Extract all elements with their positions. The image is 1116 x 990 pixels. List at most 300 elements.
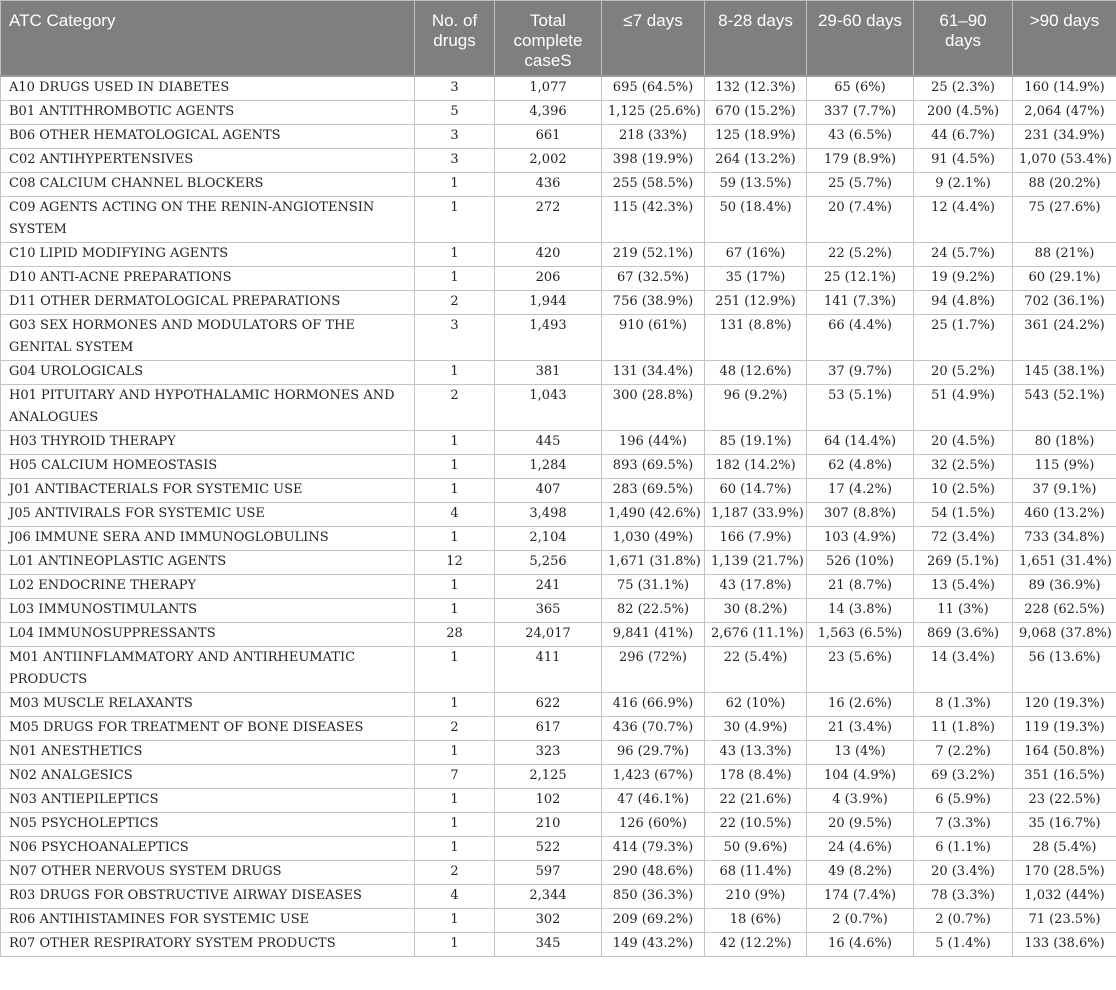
cell-total-cases: 272 (495, 196, 602, 242)
cell-61-90-days: 72 (3.4%) (914, 526, 1013, 550)
table-row (1, 812, 1116, 836)
cell-no-of-drugs: 1 (415, 908, 495, 932)
cell-29-60-days: 21 (8.7%) (807, 574, 914, 598)
table-row (1, 646, 1116, 692)
table-row (1, 860, 1116, 884)
cell-atc-category: L03 IMMUNOSTIMULANTS (1, 598, 415, 622)
cell-61-90-days: 8 (1.3%) (914, 692, 1013, 716)
cell-29-60-days: 49 (8.2%) (807, 860, 914, 884)
table-row (1, 764, 1116, 788)
cell-29-60-days: 141 (7.3%) (807, 290, 914, 314)
cell-no-of-drugs: 4 (415, 502, 495, 526)
cell-8-28-days: 22 (5.4%) (705, 646, 807, 692)
cell-61-90-days: 20 (4.5%) (914, 430, 1013, 454)
cell-no-of-drugs: 1 (415, 454, 495, 478)
cell-le7-days: 196 (44%) (602, 430, 705, 454)
cell-61-90-days: 9 (2.1%) (914, 172, 1013, 196)
cell-atc-category: H05 CALCIUM HOMEOSTASIS (1, 454, 415, 478)
cell-8-28-days: 42 (12.2%) (705, 932, 807, 956)
cell-total-cases: 1,284 (495, 454, 602, 478)
cell-gt90-days: 1,070 (53.4%) (1013, 148, 1116, 172)
cell-gt90-days: 1,032 (44%) (1013, 884, 1116, 908)
cell-atc-category: H01 PITUITARY AND HYPOTHALAMIC HORMONES AND ANALOGUES (1, 384, 415, 430)
table-row (1, 478, 1116, 502)
cell-gt90-days: 120 (19.3%) (1013, 692, 1116, 716)
cell-no-of-drugs: 4 (415, 884, 495, 908)
cell-gt90-days: 160 (14.9%) (1013, 76, 1116, 100)
table-row (1, 124, 1116, 148)
cell-no-of-drugs: 1 (415, 526, 495, 550)
cell-8-28-days: 50 (18.4%) (705, 196, 807, 242)
cell-8-28-days: 62 (10%) (705, 692, 807, 716)
cell-gt90-days: 88 (21%) (1013, 242, 1116, 266)
cell-61-90-days: 25 (2.3%) (914, 76, 1013, 100)
cell-total-cases: 420 (495, 242, 602, 266)
cell-no-of-drugs: 5 (415, 100, 495, 124)
cell-le7-days: 436 (70.7%) (602, 716, 705, 740)
cell-gt90-days: 170 (28.5%) (1013, 860, 1116, 884)
cell-no-of-drugs: 1 (415, 598, 495, 622)
cell-atc-category: H03 THYROID THERAPY (1, 430, 415, 454)
cell-le7-days: 115 (42.3%) (602, 196, 705, 242)
table-row (1, 716, 1116, 740)
cell-29-60-days: 104 (4.9%) (807, 764, 914, 788)
cell-61-90-days: 869 (3.6%) (914, 622, 1013, 646)
cell-29-60-days: 53 (5.1%) (807, 384, 914, 430)
cell-61-90-days: 6 (5.9%) (914, 788, 1013, 812)
cell-29-60-days: 65 (6%) (807, 76, 914, 100)
cell-le7-days: 414 (79.3%) (602, 836, 705, 860)
cell-29-60-days: 17 (4.2%) (807, 478, 914, 502)
cell-no-of-drugs: 12 (415, 550, 495, 574)
cell-le7-days: 1,423 (67%) (602, 764, 705, 788)
cell-atc-category: N06 PSYCHOANALEPTICS (1, 836, 415, 860)
cell-8-28-days: 1,187 (33.9%) (705, 502, 807, 526)
cell-8-28-days: 18 (6%) (705, 908, 807, 932)
cell-le7-days: 126 (60%) (602, 812, 705, 836)
cell-le7-days: 1,671 (31.8%) (602, 550, 705, 574)
cell-61-90-days: 14 (3.4%) (914, 646, 1013, 692)
cell-gt90-days: 164 (50.8%) (1013, 740, 1116, 764)
cell-29-60-days: 2 (0.7%) (807, 908, 914, 932)
cell-8-28-days: 22 (10.5%) (705, 812, 807, 836)
cell-le7-days: 756 (38.9%) (602, 290, 705, 314)
cell-no-of-drugs: 1 (415, 172, 495, 196)
cell-gt90-days: 119 (19.3%) (1013, 716, 1116, 740)
cell-atc-category: G04 UROLOGICALS (1, 360, 415, 384)
cell-total-cases: 345 (495, 932, 602, 956)
cell-gt90-days: 115 (9%) (1013, 454, 1116, 478)
cell-no-of-drugs: 1 (415, 478, 495, 502)
cell-total-cases: 2,002 (495, 148, 602, 172)
table-row (1, 622, 1116, 646)
cell-61-90-days: 200 (4.5%) (914, 100, 1013, 124)
cell-8-28-days: 48 (12.6%) (705, 360, 807, 384)
cell-atc-category: C09 AGENTS ACTING ON THE RENIN-ANGIOTENSIN SYSTEM (1, 196, 415, 242)
cell-8-28-days: 264 (13.2%) (705, 148, 807, 172)
cell-total-cases: 1,043 (495, 384, 602, 430)
cell-le7-days: 1,125 (25.6%) (602, 100, 705, 124)
cell-gt90-days: 460 (13.2%) (1013, 502, 1116, 526)
cell-total-cases: 210 (495, 812, 602, 836)
cell-le7-days: 219 (52.1%) (602, 242, 705, 266)
cell-atc-category: C10 LIPID MODIFYING AGENTS (1, 242, 415, 266)
cell-gt90-days: 543 (52.1%) (1013, 384, 1116, 430)
table-row (1, 314, 1116, 360)
cell-gt90-days: 56 (13.6%) (1013, 646, 1116, 692)
cell-8-28-days: 60 (14.7%) (705, 478, 807, 502)
cell-61-90-days: 44 (6.7%) (914, 124, 1013, 148)
col-header-61-90-days: 61–90 days (914, 1, 1013, 77)
cell-total-cases: 241 (495, 574, 602, 598)
cell-total-cases: 411 (495, 646, 602, 692)
cell-no-of-drugs: 1 (415, 360, 495, 384)
cell-atc-category: N01 ANESTHETICS (1, 740, 415, 764)
table-row (1, 740, 1116, 764)
cell-no-of-drugs: 3 (415, 124, 495, 148)
col-header-total-cases: Total complete caseS (495, 1, 602, 77)
cell-le7-days: 149 (43.2%) (602, 932, 705, 956)
cell-61-90-days: 11 (1.8%) (914, 716, 1013, 740)
cell-gt90-days: 228 (62.5%) (1013, 598, 1116, 622)
cell-atc-category: C08 CALCIUM CHANNEL BLOCKERS (1, 172, 415, 196)
table-row (1, 574, 1116, 598)
cell-8-28-days: 2,676 (11.1%) (705, 622, 807, 646)
table-row (1, 384, 1116, 430)
cell-atc-category: C02 ANTIHYPERTENSIVES (1, 148, 415, 172)
cell-gt90-days: 9,068 (37.8%) (1013, 622, 1116, 646)
cell-29-60-days: 37 (9.7%) (807, 360, 914, 384)
cell-8-28-days: 30 (8.2%) (705, 598, 807, 622)
cell-atc-category: G03 SEX HORMONES AND MODULATORS OF THE GENITAL SYSTEM (1, 314, 415, 360)
table-row (1, 76, 1116, 100)
cell-8-28-days: 131 (8.8%) (705, 314, 807, 360)
cell-le7-days: 893 (69.5%) (602, 454, 705, 478)
cell-atc-category: L04 IMMUNOSUPPRESSANTS (1, 622, 415, 646)
cell-29-60-days: 23 (5.6%) (807, 646, 914, 692)
cell-29-60-days: 16 (2.6%) (807, 692, 914, 716)
cell-le7-days: 67 (32.5%) (602, 266, 705, 290)
cell-no-of-drugs: 1 (415, 692, 495, 716)
cell-29-60-days: 20 (9.5%) (807, 812, 914, 836)
cell-total-cases: 5,256 (495, 550, 602, 574)
cell-gt90-days: 733 (34.8%) (1013, 526, 1116, 550)
table-row (1, 932, 1116, 956)
cell-atc-category: J01 ANTIBACTERIALS FOR SYSTEMIC USE (1, 478, 415, 502)
cell-61-90-days: 13 (5.4%) (914, 574, 1013, 598)
cell-61-90-days: 91 (4.5%) (914, 148, 1013, 172)
cell-le7-days: 82 (22.5%) (602, 598, 705, 622)
cell-61-90-days: 11 (3%) (914, 598, 1013, 622)
cell-no-of-drugs: 1 (415, 812, 495, 836)
cell-29-60-days: 25 (5.7%) (807, 172, 914, 196)
cell-8-28-days: 96 (9.2%) (705, 384, 807, 430)
cell-le7-days: 416 (66.9%) (602, 692, 705, 716)
cell-le7-days: 300 (28.8%) (602, 384, 705, 430)
cell-total-cases: 3,498 (495, 502, 602, 526)
cell-total-cases: 4,396 (495, 100, 602, 124)
cell-8-28-days: 43 (17.8%) (705, 574, 807, 598)
cell-8-28-days: 30 (4.9%) (705, 716, 807, 740)
col-header-atc-category: ATC Category (1, 1, 415, 77)
cell-no-of-drugs: 1 (415, 266, 495, 290)
cell-le7-days: 96 (29.7%) (602, 740, 705, 764)
cell-no-of-drugs: 1 (415, 196, 495, 242)
table-row (1, 242, 1116, 266)
table-row (1, 598, 1116, 622)
cell-gt90-days: 23 (22.5%) (1013, 788, 1116, 812)
cell-no-of-drugs: 2 (415, 290, 495, 314)
cell-total-cases: 1,944 (495, 290, 602, 314)
table-row (1, 788, 1116, 812)
cell-atc-category: N07 OTHER NERVOUS SYSTEM DRUGS (1, 860, 415, 884)
cell-29-60-days: 25 (12.1%) (807, 266, 914, 290)
cell-atc-category: J06 IMMUNE SERA AND IMMUNOGLOBULINS (1, 526, 415, 550)
cell-61-90-days: 12 (4.4%) (914, 196, 1013, 242)
cell-8-28-days: 67 (16%) (705, 242, 807, 266)
cell-61-90-days: 24 (5.7%) (914, 242, 1013, 266)
cell-8-28-days: 85 (19.1%) (705, 430, 807, 454)
table-row (1, 430, 1116, 454)
cell-8-28-days: 1,139 (21.7%) (705, 550, 807, 574)
cell-29-60-days: 13 (4%) (807, 740, 914, 764)
cell-gt90-days: 28 (5.4%) (1013, 836, 1116, 860)
cell-le7-days: 218 (33%) (602, 124, 705, 148)
table-row (1, 884, 1116, 908)
cell-61-90-days: 6 (1.1%) (914, 836, 1013, 860)
cell-total-cases: 597 (495, 860, 602, 884)
cell-total-cases: 617 (495, 716, 602, 740)
cell-total-cases: 522 (495, 836, 602, 860)
cell-total-cases: 302 (495, 908, 602, 932)
cell-atc-category: R06 ANTIHISTAMINES FOR SYSTEMIC USE (1, 908, 415, 932)
cell-no-of-drugs: 1 (415, 574, 495, 598)
cell-8-28-days: 166 (7.9%) (705, 526, 807, 550)
cell-total-cases: 436 (495, 172, 602, 196)
cell-61-90-days: 94 (4.8%) (914, 290, 1013, 314)
cell-gt90-days: 89 (36.9%) (1013, 574, 1116, 598)
cell-29-60-days: 16 (4.6%) (807, 932, 914, 956)
cell-total-cases: 102 (495, 788, 602, 812)
cell-gt90-days: 60 (29.1%) (1013, 266, 1116, 290)
cell-61-90-days: 78 (3.3%) (914, 884, 1013, 908)
cell-atc-category: B01 ANTITHROMBOTIC AGENTS (1, 100, 415, 124)
cell-le7-days: 398 (19.9%) (602, 148, 705, 172)
cell-atc-category: A10 DRUGS USED IN DIABETES (1, 76, 415, 100)
cell-total-cases: 24,017 (495, 622, 602, 646)
table-body (1, 76, 1116, 956)
cell-no-of-drugs: 1 (415, 740, 495, 764)
cell-no-of-drugs: 2 (415, 384, 495, 430)
cell-le7-days: 75 (31.1%) (602, 574, 705, 598)
cell-61-90-days: 69 (3.2%) (914, 764, 1013, 788)
cell-total-cases: 661 (495, 124, 602, 148)
cell-atc-category: J05 ANTIVIRALS FOR SYSTEMIC USE (1, 502, 415, 526)
cell-total-cases: 381 (495, 360, 602, 384)
table-row (1, 172, 1116, 196)
cell-8-28-days: 210 (9%) (705, 884, 807, 908)
cell-no-of-drugs: 7 (415, 764, 495, 788)
cell-le7-days: 290 (48.6%) (602, 860, 705, 884)
cell-le7-days: 910 (61%) (602, 314, 705, 360)
cell-le7-days: 9,841 (41%) (602, 622, 705, 646)
cell-gt90-days: 71 (23.5%) (1013, 908, 1116, 932)
cell-29-60-days: 1,563 (6.5%) (807, 622, 914, 646)
cell-29-60-days: 179 (8.9%) (807, 148, 914, 172)
cell-29-60-days: 66 (4.4%) (807, 314, 914, 360)
cell-atc-category: D10 ANTI-ACNE PREPARATIONS (1, 266, 415, 290)
cell-total-cases: 2,125 (495, 764, 602, 788)
cell-61-90-days: 25 (1.7%) (914, 314, 1013, 360)
cell-61-90-days: 20 (3.4%) (914, 860, 1013, 884)
cell-no-of-drugs: 2 (415, 716, 495, 740)
col-header-29-60-days: 29-60 days (807, 1, 914, 77)
cell-8-28-days: 178 (8.4%) (705, 764, 807, 788)
cell-gt90-days: 75 (27.6%) (1013, 196, 1116, 242)
cell-61-90-days: 51 (4.9%) (914, 384, 1013, 430)
cell-gt90-days: 35 (16.7%) (1013, 812, 1116, 836)
cell-29-60-days: 21 (3.4%) (807, 716, 914, 740)
cell-atc-category: M05 DRUGS FOR TREATMENT OF BONE DISEASES (1, 716, 415, 740)
cell-total-cases: 1,493 (495, 314, 602, 360)
cell-atc-category: N02 ANALGESICS (1, 764, 415, 788)
cell-le7-days: 209 (69.2%) (602, 908, 705, 932)
col-header-8-28-days: 8-28 days (705, 1, 807, 77)
cell-gt90-days: 361 (24.2%) (1013, 314, 1116, 360)
cell-8-28-days: 182 (14.2%) (705, 454, 807, 478)
cell-atc-category: M01 ANTIINFLAMMATORY AND ANTIRHEUMATIC PRODUCTS (1, 646, 415, 692)
cell-8-28-days: 50 (9.6%) (705, 836, 807, 860)
cell-no-of-drugs: 1 (415, 242, 495, 266)
cell-le7-days: 47 (46.1%) (602, 788, 705, 812)
cell-29-60-days: 103 (4.9%) (807, 526, 914, 550)
table-row (1, 836, 1116, 860)
cell-gt90-days: 231 (34.9%) (1013, 124, 1116, 148)
cell-le7-days: 283 (69.5%) (602, 478, 705, 502)
cell-no-of-drugs: 1 (415, 430, 495, 454)
cell-8-28-days: 670 (15.2%) (705, 100, 807, 124)
cell-no-of-drugs: 2 (415, 860, 495, 884)
cell-29-60-days: 14 (3.8%) (807, 598, 914, 622)
table-row (1, 148, 1116, 172)
cell-atc-category: B06 OTHER HEMATOLOGICAL AGENTS (1, 124, 415, 148)
cell-61-90-days: 269 (5.1%) (914, 550, 1013, 574)
cell-no-of-drugs: 1 (415, 932, 495, 956)
cell-29-60-days: 337 (7.7%) (807, 100, 914, 124)
cell-8-28-days: 59 (13.5%) (705, 172, 807, 196)
col-header-no-of-drugs: No. of drugs (415, 1, 495, 77)
cell-no-of-drugs: 3 (415, 76, 495, 100)
cell-total-cases: 323 (495, 740, 602, 764)
cell-total-cases: 365 (495, 598, 602, 622)
cell-le7-days: 131 (34.4%) (602, 360, 705, 384)
table-row (1, 550, 1116, 574)
cell-gt90-days: 145 (38.1%) (1013, 360, 1116, 384)
cell-61-90-days: 19 (9.2%) (914, 266, 1013, 290)
cell-gt90-days: 88 (20.2%) (1013, 172, 1116, 196)
cell-total-cases: 622 (495, 692, 602, 716)
cell-le7-days: 1,490 (42.6%) (602, 502, 705, 526)
cell-61-90-days: 5 (1.4%) (914, 932, 1013, 956)
cell-no-of-drugs: 3 (415, 314, 495, 360)
cell-le7-days: 255 (58.5%) (602, 172, 705, 196)
cell-61-90-days: 10 (2.5%) (914, 478, 1013, 502)
cell-gt90-days: 2,064 (47%) (1013, 100, 1116, 124)
cell-atc-category: M03 MUSCLE RELAXANTS (1, 692, 415, 716)
table-row (1, 290, 1116, 314)
table-row (1, 502, 1116, 526)
cell-8-28-days: 125 (18.9%) (705, 124, 807, 148)
cell-total-cases: 2,344 (495, 884, 602, 908)
cell-no-of-drugs: 1 (415, 788, 495, 812)
cell-8-28-days: 22 (21.6%) (705, 788, 807, 812)
cell-29-60-days: 24 (4.6%) (807, 836, 914, 860)
cell-atc-category: L01 ANTINEOPLASTIC AGENTS (1, 550, 415, 574)
table-row (1, 100, 1116, 124)
cell-29-60-days: 62 (4.8%) (807, 454, 914, 478)
cell-61-90-days: 54 (1.5%) (914, 502, 1013, 526)
col-header-gt90-days: >90 days (1013, 1, 1116, 77)
cell-le7-days: 296 (72%) (602, 646, 705, 692)
cell-no-of-drugs: 3 (415, 148, 495, 172)
cell-29-60-days: 22 (5.2%) (807, 242, 914, 266)
cell-61-90-days: 7 (2.2%) (914, 740, 1013, 764)
cell-8-28-days: 43 (13.3%) (705, 740, 807, 764)
table-row (1, 454, 1116, 478)
cell-gt90-days: 1,651 (31.4%) (1013, 550, 1116, 574)
cell-gt90-days: 37 (9.1%) (1013, 478, 1116, 502)
cell-29-60-days: 43 (6.5%) (807, 124, 914, 148)
cell-29-60-days: 526 (10%) (807, 550, 914, 574)
cell-no-of-drugs: 28 (415, 622, 495, 646)
cell-total-cases: 2,104 (495, 526, 602, 550)
cell-8-28-days: 68 (11.4%) (705, 860, 807, 884)
cell-le7-days: 695 (64.5%) (602, 76, 705, 100)
cell-29-60-days: 4 (3.9%) (807, 788, 914, 812)
cell-atc-category: D11 OTHER DERMATOLOGICAL PREPARATIONS (1, 290, 415, 314)
cell-total-cases: 407 (495, 478, 602, 502)
cell-le7-days: 1,030 (49%) (602, 526, 705, 550)
cell-61-90-days: 32 (2.5%) (914, 454, 1013, 478)
cell-61-90-days: 7 (3.3%) (914, 812, 1013, 836)
cell-8-28-days: 35 (17%) (705, 266, 807, 290)
header-row (1, 1, 1116, 77)
table-row (1, 692, 1116, 716)
cell-atc-category: R07 OTHER RESPIRATORY SYSTEM PRODUCTS (1, 932, 415, 956)
cell-8-28-days: 251 (12.9%) (705, 290, 807, 314)
cell-gt90-days: 702 (36.1%) (1013, 290, 1116, 314)
cell-61-90-days: 20 (5.2%) (914, 360, 1013, 384)
col-header-le7-days: ≤7 days (602, 1, 705, 77)
cell-total-cases: 206 (495, 266, 602, 290)
cell-total-cases: 1,077 (495, 76, 602, 100)
cell-gt90-days: 80 (18%) (1013, 430, 1116, 454)
cell-atc-category: N03 ANTIEPILEPTICS (1, 788, 415, 812)
cell-atc-category: N05 PSYCHOLEPTICS (1, 812, 415, 836)
cell-8-28-days: 132 (12.3%) (705, 76, 807, 100)
cell-total-cases: 445 (495, 430, 602, 454)
table-row (1, 526, 1116, 550)
table-row (1, 196, 1116, 242)
cell-gt90-days: 351 (16.5%) (1013, 764, 1116, 788)
cell-atc-category: L02 ENDOCRINE THERAPY (1, 574, 415, 598)
cell-61-90-days: 2 (0.7%) (914, 908, 1013, 932)
cell-gt90-days: 133 (38.6%) (1013, 932, 1116, 956)
table-row (1, 908, 1116, 932)
table-row (1, 360, 1116, 384)
cell-29-60-days: 20 (7.4%) (807, 196, 914, 242)
cell-atc-category: R03 DRUGS FOR OBSTRUCTIVE AIRWAY DISEASES (1, 884, 415, 908)
